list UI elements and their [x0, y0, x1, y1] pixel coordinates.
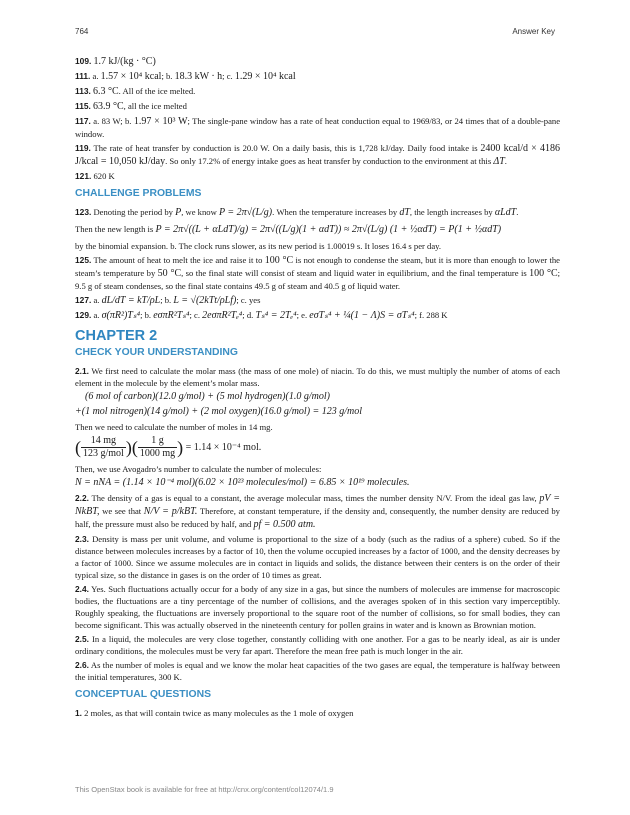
answer-text: Then the new length is	[75, 224, 154, 234]
answer-115	[75, 100, 560, 113]
answer-text: ; The single-pane window has a rate of heat conduction equal to 1969/83, or 24 times that of a double-pane window.	[75, 116, 561, 139]
math-symbol: dT	[399, 207, 410, 218]
math-expression: dL/dT = kT/ρL	[101, 295, 161, 306]
part-label: ; b.	[161, 71, 173, 81]
paren: (	[75, 437, 81, 458]
answer-text: , we know	[181, 207, 217, 217]
math-expression: P = 2π√((L + αLdT)/g) = 2π√((L/g)(1 + αdT)) ≈ 2π√(L/g) (1 + ½αdT) = P(1 + ½αdT)	[155, 224, 502, 235]
math-expression: N/V = p/kBT.	[143, 506, 198, 517]
answer-text: In a liquid, the molecules are very close together, constantly colliding with one another. For a gas to be nearly ideal, as air is under ordinary conditions, the molecules must be very far apart. Therefore the mean free path is much longer in the air.	[75, 634, 560, 656]
answer-2-2	[75, 492, 560, 531]
answer-text: , so the final state will consist of steam and liquid water in equilibrium, and the final temperature is	[181, 268, 527, 278]
answer-123-end	[75, 240, 560, 252]
answer-2-6	[75, 659, 560, 683]
page-number: 764	[75, 27, 89, 36]
answer-117	[75, 115, 560, 140]
section-heading-challenge: CHALLENGE PROBLEMS	[75, 188, 202, 199]
answer-109	[75, 55, 560, 68]
answer-number: 2.1.	[75, 366, 89, 376]
equation-line: (6 mol of carbon)(12.0 g/mol) + (5 mol hydrogen)(1.0 g/mol)	[85, 391, 330, 402]
answer-number: 2.4.	[75, 584, 89, 594]
answer-text: 620 K	[93, 171, 115, 181]
answer-conceptual-1	[75, 707, 560, 719]
answer-number: 121.	[75, 171, 92, 181]
answer-text: We first need to calculate the molar mass (the mass of one mole) of niacin. To do this, we must multiply the number of atoms of each element in the molecule by the element’s molar mass.	[75, 366, 561, 388]
answer-number: 119.	[75, 143, 91, 153]
answer-number: 2.6.	[75, 660, 89, 670]
fraction-numerator: 14 mg	[81, 435, 126, 448]
fraction-denominator: 123 g/mol	[83, 448, 124, 459]
math-expression: 2eσπR²Tₑ⁴	[202, 310, 243, 321]
answer-text: we see that	[102, 506, 142, 516]
math-expression: 2400 kcal/d × 4186 J/kcal = 10,050 kJ/day	[75, 143, 560, 167]
answer-2-3	[75, 533, 560, 581]
part-label: ; d.	[242, 310, 254, 320]
math-expression: Tₛ⁴ = 2Tₑ⁴	[255, 310, 297, 321]
part-label: ; c.	[189, 310, 200, 320]
math-expression: pV = NkBT,	[75, 493, 560, 517]
answer-number: 127.	[75, 295, 92, 305]
answer-text: Then we need to calculate the number of moles in 14 mg.	[75, 422, 273, 432]
chapter-heading: CHAPTER 2	[75, 328, 158, 344]
math-expression: 18.3 kW · h	[174, 71, 223, 82]
answer-number: 2.3.	[75, 534, 89, 544]
part-label: ; e.	[296, 310, 308, 320]
math-expression: 63.9 °C	[93, 101, 124, 112]
answer-number: 117.	[75, 116, 91, 126]
answer-text: .	[504, 156, 507, 166]
part-label: ; b.	[140, 310, 152, 320]
equation-line: N = nNA = (1.14 × 10⁻⁴ mol)(6.02 × 10²³ molecules/mol) = 6.85 × 10¹⁹ molecules.	[75, 477, 410, 488]
math-expression: P = 2π√(L/g)	[218, 207, 273, 218]
answer-text: .	[516, 207, 519, 217]
answer-127	[75, 294, 560, 307]
answer-119	[75, 142, 560, 168]
answer-2-1-text	[75, 421, 560, 433]
fraction	[81, 435, 126, 460]
answer-text: The rate of heat transfer by conduction is 20.0 W. On a daily basis, this is 1,728 kJ/day. Daily food intake is	[93, 143, 478, 153]
answer-number: 123.	[75, 207, 92, 217]
answer-text: . So only 17.2% of energy intake goes as heat transfer by conduction to the environment at this	[165, 156, 492, 166]
fraction-denominator: 1000 mg	[139, 448, 176, 459]
math-expression: L = √(2kTt/ρLf)	[173, 295, 237, 306]
math-expression: 100 °C	[529, 268, 558, 279]
answer-number: 125.	[75, 255, 92, 265]
answer-text: is not enough to condense the steam, but it is more than enough to lower the steam’s temperature by	[75, 255, 560, 278]
answer-text: 2 moles, as that will contain twice as many molecules as the 1 mole of oxygen	[84, 708, 354, 718]
answer-text: a. 83 W; b.	[93, 116, 132, 126]
math-expression: 1.57 × 10⁴ kcal	[100, 71, 162, 82]
answer-number: 1.	[75, 708, 82, 718]
answer-number: 129.	[75, 310, 92, 320]
answer-113	[75, 85, 560, 98]
part-label: ; f. 288 K	[414, 310, 448, 320]
equation-fraction-line	[75, 435, 560, 460]
answer-2-1-text	[75, 463, 560, 475]
answer-121	[75, 170, 560, 182]
answer-text: Yes. Such fluctuations actually occur for a body of any size in a gas, but since the numbers of molecules are immense for macroscopic bodies, the fluctuations are a tiny percentage of the number of collisions, and the averages spoken of in this section vary imperceptibly. Roughly speaking, the fluctuations are inversely proportional to the square root of the number of collisions, so for small bodies, they can become significant. This was actually observed in the nineteenth century for pollen grains in water and is known as Brownian motion.	[75, 584, 560, 630]
part-label: ; c.	[222, 71, 233, 81]
fraction-numerator: 1 g	[138, 435, 177, 448]
section-heading-conceptual: CONCEPTUAL QUESTIONS	[75, 689, 212, 700]
answer-text: . All of the ice melted.	[118, 86, 196, 96]
answer-number: 2.5.	[75, 634, 89, 644]
answer-2-5	[75, 633, 560, 657]
answer-number: 115.	[75, 101, 91, 111]
answer-number: 2.2.	[75, 493, 89, 503]
part-label: a.	[93, 295, 100, 305]
math-expression: pf = 0.500 atm.	[253, 519, 316, 530]
math-expression: 50 °C	[157, 268, 182, 279]
math-expression: σ(πR²)Tₛ⁴	[101, 310, 141, 321]
answer-2-1	[75, 365, 560, 389]
answer-2-4	[75, 583, 560, 631]
answer-text: by the binomial expansion. b. The clock runs slower, as its new period is 1.00019 s. It loses 16.4 s per day.	[75, 241, 442, 251]
answer-text: Density is mass per unit volume, and volume is proportional to the size of a body (such as the radius of a sphere) cubed. So if the distance between molecules increases by a factor of 10, then the volume occupied increases by a factor of 1000, and the density decreases by a factor of 1000. Since we assume molecules are in contact in liquids and solids, the distance between their centers is on the order of their typical size, so the distance in gases is on the order of 10 times as great.	[75, 534, 560, 580]
page-content	[75, 55, 560, 721]
answer-text: As the number of moles is equal and we know the molar heat capacities of the two gases are equal, the temperature is halfway between the initial temperatures, 300 K.	[75, 660, 560, 682]
math-expression: eσTₛ⁴ + ¼(1 − Λ)S = σTₛ⁴	[309, 310, 415, 321]
answer-number: 109.	[75, 56, 92, 66]
part-label: a.	[92, 71, 99, 81]
equation-result: = 1.14 × 10⁻⁴ mol.	[185, 441, 262, 453]
answer-text: The density of a gas is equal to a constant, the average molecular mass, times the number density N/V. From the ideal gas law,	[91, 493, 537, 503]
answer-text: , all the ice melted	[123, 101, 187, 111]
equation-line: +(1 mol nitrogen)(14 g/mol) + (2 mol oxygen)(16.0 g/mol) = 123 g/mol	[75, 406, 363, 417]
part-label: a.	[93, 310, 100, 320]
answer-text: . When the temperature increases by	[272, 207, 398, 217]
part-label: ; c. yes	[236, 295, 261, 305]
math-expression: 100 °C	[264, 255, 294, 266]
answer-number: 111.	[75, 71, 91, 81]
answer-number: 113.	[75, 86, 91, 96]
paren: )(	[125, 437, 138, 458]
footer-license: This OpenStax book is available for free at http://cnx.org/content/col12074/1.9	[75, 785, 334, 794]
fraction	[138, 435, 177, 460]
answer-125	[75, 254, 560, 292]
math-expression: eσπR²Tₛ⁴	[153, 310, 190, 321]
math-expression: ΔT	[493, 156, 505, 167]
answer-111	[75, 70, 560, 83]
math-symbol: P	[175, 207, 182, 218]
answer-text: Then, we use Avogadro’s number to calculate the number of molecules:	[75, 464, 322, 474]
answer-text: ; 9.5 g of steam condenses, so the final state contains 49.5 g of steam and 40.5 g of liquid water.	[75, 268, 560, 291]
math-expression: 6.3 °C	[93, 86, 119, 97]
math-expression: 1.29 × 10⁴ kcal	[234, 71, 296, 82]
math-expression: αLdT	[494, 207, 517, 218]
answer-123	[75, 206, 560, 219]
paren: )	[177, 437, 184, 458]
section-heading-check: CHECK YOUR UNDERSTANDING	[75, 347, 238, 358]
math-expression: 1.7 kJ/(kg · °C)	[93, 56, 156, 67]
answer-123-continued	[75, 221, 560, 238]
answer-text: The amount of heat to melt the ice and raise it to	[93, 255, 263, 265]
running-header: Answer Key	[512, 27, 555, 36]
math-expression: 1.97 × 10³ W	[133, 116, 188, 127]
answer-129	[75, 309, 560, 322]
answer-text: Denoting the period by	[93, 207, 173, 217]
part-label: ; b.	[160, 295, 172, 305]
answer-text: , the length increases by	[409, 207, 493, 217]
answer-text: Therefore, at constant temperature, if the density and, consequently, the number density are reduced by half, the pressure must also be reduced by half, and	[75, 506, 560, 529]
